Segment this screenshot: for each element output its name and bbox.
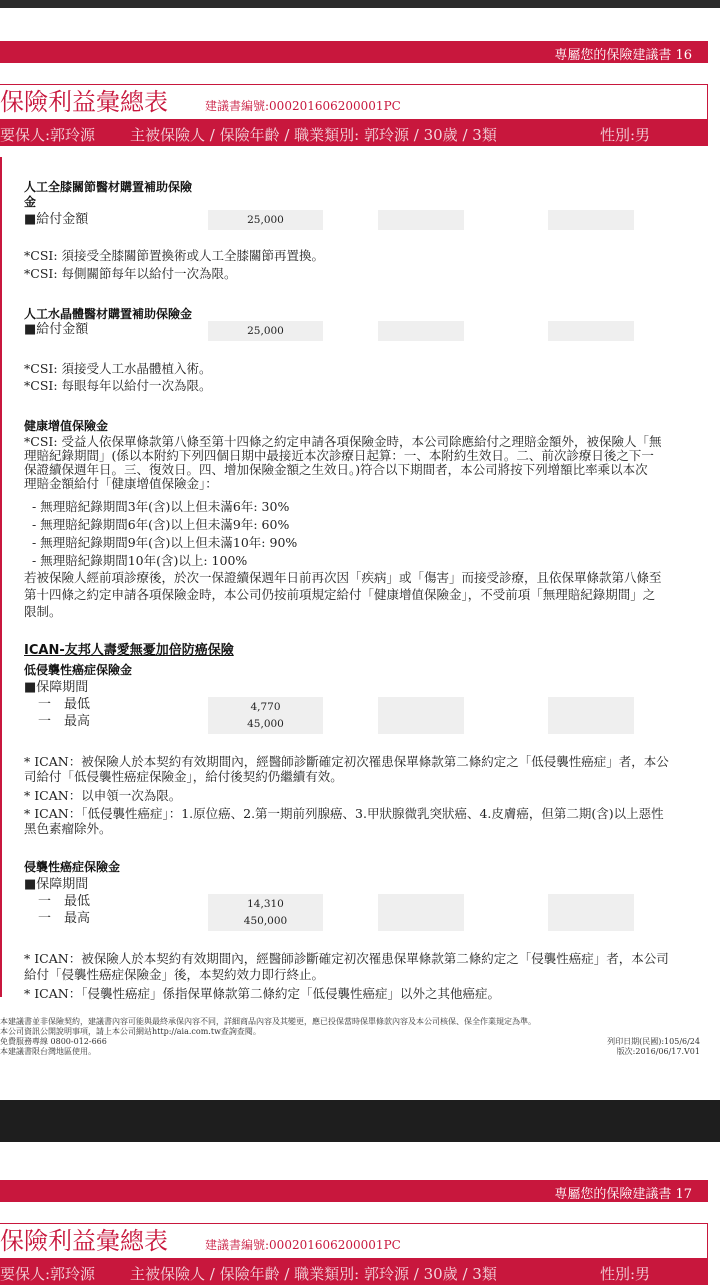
inv-max-label: 一 最高 — [38, 911, 91, 926]
knee-title-line1: 人工全膝關節醫材購置補助保險 — [24, 180, 193, 194]
page-header-strip — [0, 41, 708, 63]
health-q1: 若被保險人經前項診療後，於次一保證續保週年日前再次因「疾病」或「傷害」而接受診療，且依保單條款第八條至 — [24, 570, 662, 585]
low-note5: 黑色素瘤除外。 — [24, 821, 112, 836]
empty-box — [548, 894, 634, 931]
low-note1: * ICAN：被保險人於本契約有效期間內，經醫師診斷確定初次罹患保單條款第二條約定之「低侵襲性癌症」者，本公 — [24, 754, 669, 769]
footer-line4: 本建議書限台灣地區使用。 — [0, 1047, 96, 1056]
low-note2: 司給付「低侵襲性癌症保險金」，給付後契約仍繼續有效。 — [24, 769, 343, 784]
knee-note2: *CSI: 每側關節每年以給付一次為限。 — [24, 266, 237, 281]
page-number-label: 專屬您的保險建議書 16 — [554, 48, 692, 63]
lens-note1: *CSI: 須接受人工水晶體植入術。 — [24, 361, 212, 376]
lens-row-label: ■給付金額 — [24, 322, 89, 337]
inv-min-value: 14,310 — [247, 898, 284, 910]
empty-box — [548, 697, 634, 734]
health-p4: 理賠金額給付「健康增值保險金」： — [24, 476, 218, 491]
empty-box — [378, 210, 464, 230]
invasive-cancer-title: 侵襲性癌症保險金 — [24, 860, 121, 874]
knee-value: 25,000 — [247, 214, 284, 226]
low-period-label: ■保障期間 — [24, 680, 89, 695]
low-max-label: 一 最高 — [38, 714, 91, 729]
empty-box — [378, 894, 464, 931]
page-gap — [0, 1100, 720, 1142]
policy-holder: 要保人:郭玲源 — [0, 126, 96, 144]
title-box — [0, 1223, 708, 1259]
insured-main: 主被保險人 / 保險年齡 / 職業類別: 郭玲源 / 30歲 / 3類 — [130, 126, 497, 144]
inv-value-box — [208, 894, 323, 931]
footer-line3: 免費服務專線 0800-012-666 — [0, 1037, 107, 1046]
low-max-value: 45,000 — [247, 718, 284, 730]
title-box — [0, 84, 708, 120]
footer-line2: 本公司資訊公開說明事項，請上本公司網站http://aia.com.tw查詢查閱。 — [0, 1027, 261, 1036]
lens-value-box — [208, 321, 323, 341]
inv-note1: * ICAN：被保險人於本契約有效期間內，經醫師診斷確定初次罹患保單條款第二條約定之「侵襲性癌症」者，本公司 — [24, 951, 669, 966]
health-q3: 限制。 — [24, 604, 62, 619]
empty-box — [548, 321, 634, 341]
health-b2: - 無理賠紀錄期間6年(含)以上但未滿9年: 60% — [32, 517, 290, 532]
proposal-number: 建議書編號:000201606200001PC — [205, 99, 401, 113]
knee-row-label: ■給付金額 — [24, 212, 89, 227]
inv-note2: 給付「侵襲性癌症保險金」後，本契約效力即行終止。 — [24, 967, 325, 982]
health-p3: 保證續保週年日。三、復效日。四、增加保險金額之生效日。)符合以下期間者，本公司將按下列增額比率乘以本次 — [24, 462, 648, 477]
lens-value: 25,000 — [247, 325, 284, 337]
page-title: 保險利益彙總表 — [0, 1227, 168, 1255]
health-p1: *CSI: 受益人依保單條款第八條至第十四條之約定申請各項保險金時，本公司除應給付之理賠金額外，被保險人「無 — [24, 434, 662, 449]
knee-value-box — [208, 210, 323, 230]
ican-heading: ICAN-友邦人壽愛無憂加倍防癌保險 — [24, 643, 234, 658]
inv-max-value: 450,000 — [243, 915, 288, 927]
top-dark-bar — [0, 0, 720, 8]
inv-note3: * ICAN：「侵襲性癌症」係指保單條款第二條約定「低侵襲性癌症」以外之其他癌症。 — [24, 986, 500, 1001]
page-number-label: 專屬您的保險建議書 17 — [554, 1187, 692, 1202]
low-note3: * ICAN：以申領一次為限。 — [24, 788, 182, 803]
footer-line1: 本建議書並非保險契約，建議書內容可能與最終承保內容不同，詳細商品內容及其變更，應已投保當時保單條款內容及本公司核保、保全作業規定為準。 — [0, 1017, 536, 1026]
gender: 性別:男 — [600, 1265, 651, 1283]
empty-box — [378, 321, 464, 341]
health-p2: 理賠紀錄期間」(係以本附約下列四個日期中最接近本次診療日起算：一、本附約生效日。二、前次診療日後之下一 — [24, 448, 654, 463]
proposal-number: 建議書編號:000201606200001PC — [205, 1238, 401, 1252]
insured-info-bar — [0, 120, 708, 146]
empty-box — [378, 697, 464, 734]
gender: 性別:男 — [600, 126, 651, 144]
version: 版次:2016/06/17.V01 — [616, 1047, 700, 1056]
low-value-box — [208, 697, 323, 734]
inv-period-label: ■保障期間 — [24, 877, 89, 892]
knee-note1: *CSI: 須接受全膝關節置換術或人工全膝關節再置換。 — [24, 248, 325, 263]
low-min-label: 一 最低 — [38, 697, 91, 712]
print-date: 列印日期(民國):105/6/24 — [607, 1037, 700, 1046]
lens-title: 人工水晶體醫材購置補助保險金 — [24, 307, 193, 321]
low-cancer-title: 低侵襲性癌症保險金 — [24, 663, 133, 677]
knee-title-line2: 金 — [24, 195, 37, 209]
lens-note2: *CSI: 每眼每年以給付一次為限。 — [24, 378, 212, 393]
health-b3: - 無理賠紀錄期間9年(含)以上但未滿10年: 90% — [32, 535, 298, 550]
low-note4: * ICAN：「低侵襲性癌症」：1.原位癌、2.第一期前列腺癌、3.甲狀腺微乳突狀癌、4.皮膚癌，但第二期(含)以上惡性 — [24, 806, 664, 821]
inv-min-label: 一 最低 — [38, 894, 91, 909]
health-title: 健康增值保險金 — [24, 419, 109, 433]
health-b4: - 無理賠紀錄期間10年(含)以上: 100% — [32, 553, 248, 568]
page-header-strip — [0, 1180, 708, 1202]
empty-box — [548, 210, 634, 230]
benefits-content — [0, 157, 710, 1001]
page-title: 保險利益彙總表 — [0, 88, 168, 116]
health-q2: 第十四條之約定申請各項保險金時，本公司仍按前項規定給付「健康增值保險金」，不受前項「無理賠紀錄期間」之 — [24, 587, 656, 602]
insured-main: 主被保險人 / 保險年齡 / 職業類別: 郭玲源 / 30歲 / 3類 — [130, 1265, 497, 1283]
low-min-value: 4,770 — [250, 701, 281, 713]
insured-info-bar — [0, 1259, 708, 1285]
policy-holder: 要保人:郭玲源 — [0, 1265, 96, 1283]
health-b1: - 無理賠紀錄期間3年(含)以上但未滿6年: 30% — [32, 499, 290, 514]
